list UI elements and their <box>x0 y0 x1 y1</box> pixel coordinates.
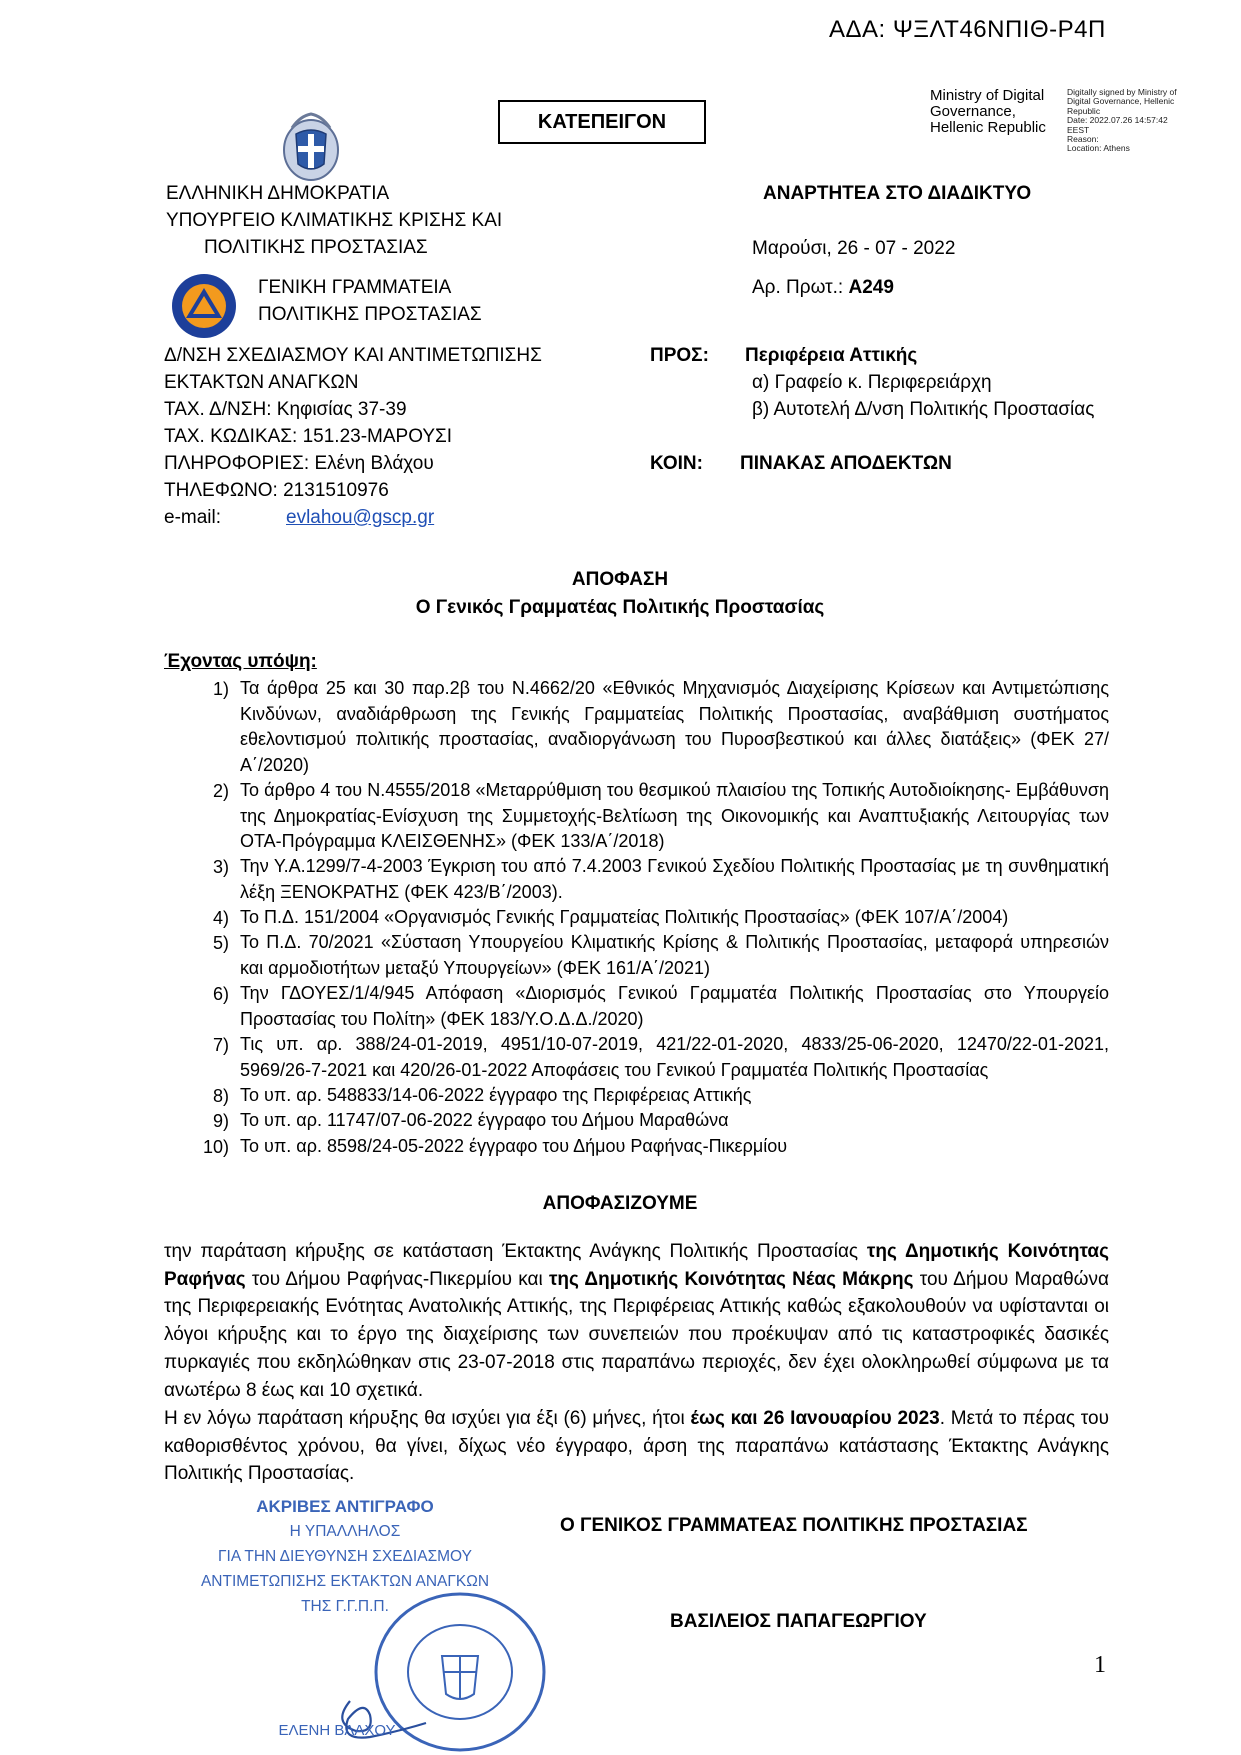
stamp-line1: ΑΚΡΙΒΕΣ ΑΝΤΙΓΡΑΦΟ <box>256 1497 434 1516</box>
contact-info: ΠΛΗΡΟΦΟΡΙΕΣ: Ελένη Βλάχου <box>164 453 434 474</box>
p1-rafina: της Δημοτικής Κοινότητας Ραφήνας <box>164 1241 1109 1290</box>
item-number: 7) <box>212 1035 229 1055</box>
directorate-line1: Δ/ΝΣΗ ΣΧΕΔΙΑΣΜΟΥ ΚΑΙ ΑΝΤΙΜΕΤΩΠΙΣΗΣ <box>164 345 542 366</box>
sender-line3: ΠΟΛΙΤΙΚΗΣ ΠΡΟΣΤΑΣΙΑΣ <box>204 237 428 258</box>
email-link[interactable]: evlahou@gscp.gr <box>286 507 435 528</box>
digital-signature <box>930 88 1046 136</box>
p1-nea-makri: της Δημοτικής Κοινότητας Νέας Μάκρης <box>548 1268 914 1290</box>
item-text: Την ΓΔΟΥΕΣ/1/4/945 Απόφαση «Διορισμός Γενικού Γραμματέα Πολιτικής Προστασίας στο Υπουργείο Προστασίας του Πολίτη» (ΦΕΚ 183/Υ.Ο.Δ.Δ./2020) <box>240 983 1109 1029</box>
stamp-line5: ΤΗΣ Γ.Γ.Π.Π. <box>301 1598 389 1615</box>
p2-deadline: έως και 26 Ιανουαρίου 2023 <box>690 1408 940 1429</box>
item-text: Την Υ.Α.1299/7-4-2003 Έγκριση του από 7.4.2003 Γενικού Σχεδίου Πολιτικής Προστασίας με τη συνθηματική λέξη ΞΕΝΟΚΡΑΤΗΣ (ΦΕΚ 423/Β΄/2003). <box>240 856 1109 902</box>
item-text: Το υπ. αρ. 548833/14-06-2022 έγγραφο της Περιφέρειας Αττικής <box>240 1085 752 1105</box>
item-number: 6) <box>212 984 229 1004</box>
p1-text-e: του Δήμου Μαραθώνα της Περιφερειακής Ενότητας Ανατολικής Αττικής, της Περιφέρειας Αττικής καθώς εξακολουθούν να υφίστανται οι λόγοι κήρυξης και το έργο της διαχείρισης των συνεπειών που προέκυψαν από τις καταστροφικές δασικές πυρκαγιές που εκδηλώθηκαν στις 23-07-2018 στις παραπάνω περιοχές, δεν έχει ολοκληρωθεί σύμφωνα με τα ανωτέρω 8 έως και 10 σχετικά. <box>164 1268 1109 1401</box>
protocol-label: Αρ. Πρωτ.: <box>752 277 849 298</box>
gs-line2: ΠΟΛΙΤΙΚΗΣ ΠΡΟΣΤΑΣΙΑΣ <box>258 304 482 325</box>
item-number: 2) <box>212 781 229 801</box>
p2-text-c: . Μετά το πέρας του καθορισθέντος χρόνου, θα γίνει, δίχως νέο έγγραφο, άρση της παραπάνω κατάστασης Έκτακτης Ανάγκης Πολιτικής Προστασίας. <box>164 1408 1109 1485</box>
signature-details: Digitally signed by Ministry of Digital Governance, Hellenic Republic Date: 2022.07.26 14:57:42 EEST Reason: Location: Athens <box>1067 87 1177 154</box>
p1-text-a: την παράταση κήρυξης σε κατάσταση Έκτακτης Ανάγκης Πολιτικής Προστασίας <box>164 1241 867 1262</box>
item-number: 4) <box>212 908 229 928</box>
sender-line1: ΕΛΛΗΝΙΚΗ ΔΗΜΟΚΡΑΤΙΑ <box>166 183 390 204</box>
item-text: Το άρθρο 4 του Ν.4555/2018 «Μεταρρύθμιση του θεσμικού πλαισίου της Τοπικής Αυτοδιοίκησης- Εμβάθυνση της Δημοκρατίας-Ενίσχυση της Συμμετοχής-Βελτίωση της Οικονομικής και Αναπτυξιακής Λειτουργίας των ΟΤΑ-Πρόγραμμα ΚΛΕΙΣΘΕΝΗΣ» (ΦΕΚ 133/Α΄/2018) <box>240 780 1109 851</box>
stamp-line3: ΓΙΑ ΤΗΝ ΔΙΕΥΘΥΝΣΗ ΣΧΕΔΙΑΣΜΟΥ <box>218 1548 472 1565</box>
considering-heading: Έχοντας υπόψη: <box>164 651 317 672</box>
page-number: 1 <box>1094 1652 1106 1678</box>
item-text: Το Π.Δ. 151/2004 «Οργανισμός Γενικής Γραμματείας Πολιτικής Προστασίας» (ΦΕΚ 107/Α΄/2004) <box>240 907 1009 927</box>
decision-paragraph-2 <box>164 1405 1109 1488</box>
we-decide-heading: ΑΠΟΦΑΣΙΖΟΥΜΕ <box>542 1193 698 1214</box>
urgent-label: ΚΑΤΕΠΕΙΓΟΝ <box>498 100 706 144</box>
decision-title: ΑΠΟΦΑΣΗ <box>571 569 669 590</box>
cc-recipient: ΠΙΝΑΚΑΣ ΑΠΟΔΕΚΤΩΝ <box>740 453 952 474</box>
p2-text-a: Η εν λόγω παράταση κήρυξης θα ισχύει για έξι (6) μήνες, ήτοι <box>164 1408 691 1429</box>
item-number: 9) <box>212 1111 229 1131</box>
item-text: Το υπ. αρ. 8598/24-05-2022 έγγραφο του Δήμου Ραφήνας-Πικερμίου <box>240 1136 788 1156</box>
decision-paragraph-1 <box>164 1238 1109 1404</box>
item-number: 5) <box>212 933 229 953</box>
greek-emblem-icon <box>280 108 342 182</box>
phone: ΤΗΛΕΦΩΝΟ: 2131510976 <box>164 480 389 501</box>
p1-text-c: του Δήμου Ραφήνας-Πικερμίου και <box>245 1268 549 1290</box>
to-label: ΠΡΟΣ: <box>650 345 709 366</box>
stamp-line2: Η ΥΠΑΛΛΗΛΟΣ <box>289 1523 401 1540</box>
protocol-value: Α249 <box>848 277 894 298</box>
item-number: 3) <box>212 857 229 877</box>
item-number: 8) <box>212 1086 229 1106</box>
stamp-name: ΕΛΕΝΗ ΒΛΑΧΟΥ <box>278 1722 396 1739</box>
signatory-title: Ο ΓΕΝΙΚΟΣ ΓΡΑΜΜΑΤΕΑΣ ΠΟΛΙΤΙΚΗΣ ΠΡΟΣΤΑΣΙΑΣ <box>560 1515 1028 1536</box>
item-text: Τις υπ. αρ. 388/24-01-2019, 4951/10-07-2019, 421/22-01-2020, 4833/25-06-2020, 12470/22-01-2021, 5969/26-7-2021 και 420/26-01-2022 Αποφάσεις του Γενικού Γραμματέα Πολιτικής Προστασίας <box>240 1034 1109 1080</box>
stamp-line4: ΑΝΤΙΜΕΤΩΠΙΣΗΣ ΕΚΤΑΚΤΩΝ ΑΝΑΓΚΩΝ <box>200 1573 490 1590</box>
protocol-number <box>752 274 894 301</box>
email-label: e-mail: <box>164 507 222 528</box>
signatory-name: ΒΑΣΙΛΕΙΟΣ ΠΑΠΑΓΕΩΡΓΙΟΥ <box>670 1611 927 1632</box>
civil-protection-logo-icon <box>170 272 238 340</box>
gs-line1: ΓΕΝΙΚΗ ΓΡΑΜΜΑΤΕΙΑ <box>258 277 452 298</box>
publish-online-label: ΑΝΑΡΤΗΤΕΑ ΣΤΟ ΔΙΑΔΙΚΤΥΟ <box>763 183 1032 204</box>
ada-code: ΑΔΑ: ΨΞΛΤ46ΝΠΙΘ-Ρ4Π <box>829 16 1106 43</box>
decision-subtitle: Ο Γενικός Γραμματέας Πολιτικής Προστασίας <box>415 597 825 618</box>
to-recipient-a: α) Γραφείο κ. Περιφερειάρχη <box>752 372 992 393</box>
address: ΤΑΧ. Δ/ΝΣΗ: Κηφισίας 37-39 <box>164 399 407 420</box>
postcode: ΤΑΧ. ΚΩΔΙΚΑΣ: 151.23-ΜΑΡΟΥΣΙ <box>164 426 453 447</box>
item-number: 1) <box>212 679 229 699</box>
document-date: Μαρούσι, 26 - 07 - 2022 <box>752 238 956 259</box>
item-text: Το υπ. αρ. 11747/07-06-2022 έγγραφο του Δήμου Μαραθώνα <box>240 1110 729 1130</box>
item-number: 10) <box>202 1137 229 1157</box>
to-recipient-b: β) Αυτοτελή Δ/νση Πολιτικής Προστασίας <box>752 399 1095 420</box>
item-text: Το Π.Δ. 70/2021 «Σύσταση Υπουργείου Κλιματικής Κρίσης & Πολιτικής Προστασίας, μεταφορά υπηρεσιών και αρμοδιοτήτων μεταξύ Υπουργείων» (ΦΕΚ 161/Α΄/2021) <box>240 932 1109 978</box>
item-text: Τα άρθρα 25 και 30 παρ.2β του Ν.4662/20 «Εθνικός Μηχανισμός Διαχείρισης Κρίσεων και Αντιμετώπισης Κινδύνων, αναδιάρθρωση της Γενικής Γραμματείας Πολιτικής Προστασίας, αναβάθμιση συστήματος εθελοντισμού πολιτικής προστασίας, αναδιοργάνωση του Πυροσβεστικού και άλλες διατάξεις» (ΦΕΚ 27/Α΄/2020) <box>240 678 1109 775</box>
cc-label: ΚΟΙΝ: <box>650 453 703 474</box>
directorate-line2: ΕΚΤΑΚΤΩΝ ΑΝΑΓΚΩΝ <box>164 372 359 393</box>
signature-ministry: Ministry of Digital Governance, Hellenic Republic <box>930 87 1046 136</box>
sender-line2: ΥΠΟΥΡΓΕΙΟ ΚΛΙΜΑΤΙΚΗΣ ΚΡΙΣΗΣ ΚΑΙ <box>166 210 503 231</box>
to-recipient: Περιφέρεια Αττικής <box>745 345 918 366</box>
